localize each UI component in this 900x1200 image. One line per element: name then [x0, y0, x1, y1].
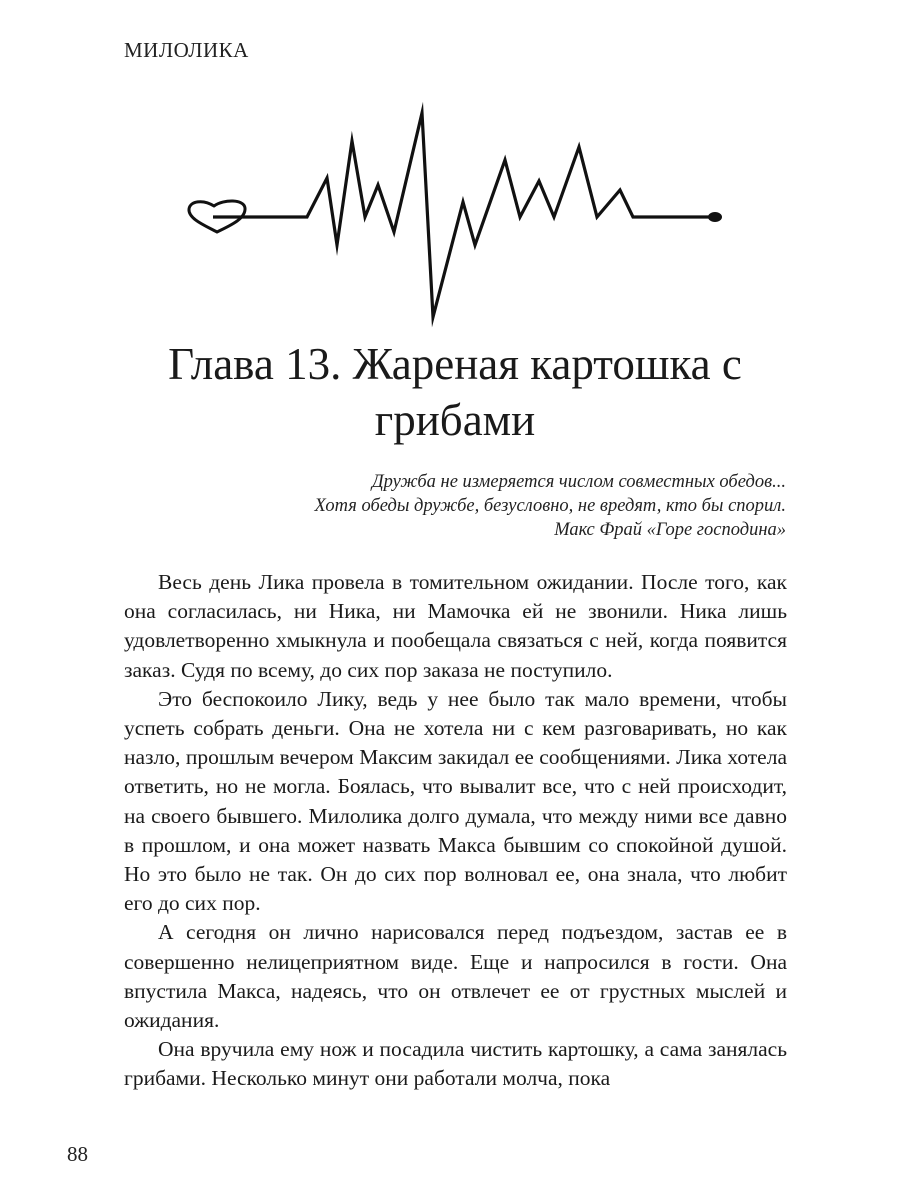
chapter-title-line-2: грибами [374, 395, 536, 445]
paragraph: Она вручила ему нож и посадила чистить картошку, а сама занялась грибами. Несколько минут они работали молча, пока [124, 1037, 787, 1091]
paragraph: Весь день Лика провела в томительном ожидании. После того, как она согласилась, ни Ника, ни Мамочка ей не звонили. Ника лишь удовлетворенно хмыкнула и пообещала связаться с ней, когда появится заказ. Судя по всему, до сих пор заказа не поступило. [124, 570, 787, 682]
end-dot-icon [708, 212, 722, 222]
heartbeat-ornament-icon [0, 0, 900, 340]
chapter-title [100, 336, 810, 448]
epigraph-attribution: Макс Фрай «Горе господина» [554, 520, 786, 540]
pulse-line [213, 113, 709, 317]
epigraph-line-2: Хотя обеды дружбе, безусловно, не вредят, кто бы спорил. [314, 496, 786, 516]
paragraph: А сегодня он лично нарисовался перед подъездом, застав ее в совершенно нелицеприятном виде. Еще и напросился в гости. Она впустила Макса, надеясь, что он отвлечет ее от грустных мыслей и ожидания. [124, 920, 787, 1033]
page-number: 88 [67, 1142, 88, 1166]
paragraph: Это беспокоило Лику, ведь у нее было так мало времени, чтобы успеть собрать деньги. Она не хотела ни с кем разговаривать, но как назло, прошлым вечером Максим закидал ее сообщениями. Лика хотела ответить, но не могла. Боялась, что вывалит все, что с ней происходит, на своего бывшего. Милолика долго думала, что между ними все давно в прошлом, и она может назвать Макса бывшим со спокойной душой. Но это было не так. Он до сих пор волновал ее, она знала, что любит его до сих пор. [124, 686, 787, 916]
running-head: МИЛОЛИКА [124, 38, 249, 62]
chapter-title-line-1: Глава 13. Жареная картошка с [168, 339, 742, 389]
body-text [124, 568, 787, 1094]
epigraph-line-1: Дружба не измеряется числом совместных обедов... [371, 472, 786, 492]
epigraph [146, 470, 786, 542]
